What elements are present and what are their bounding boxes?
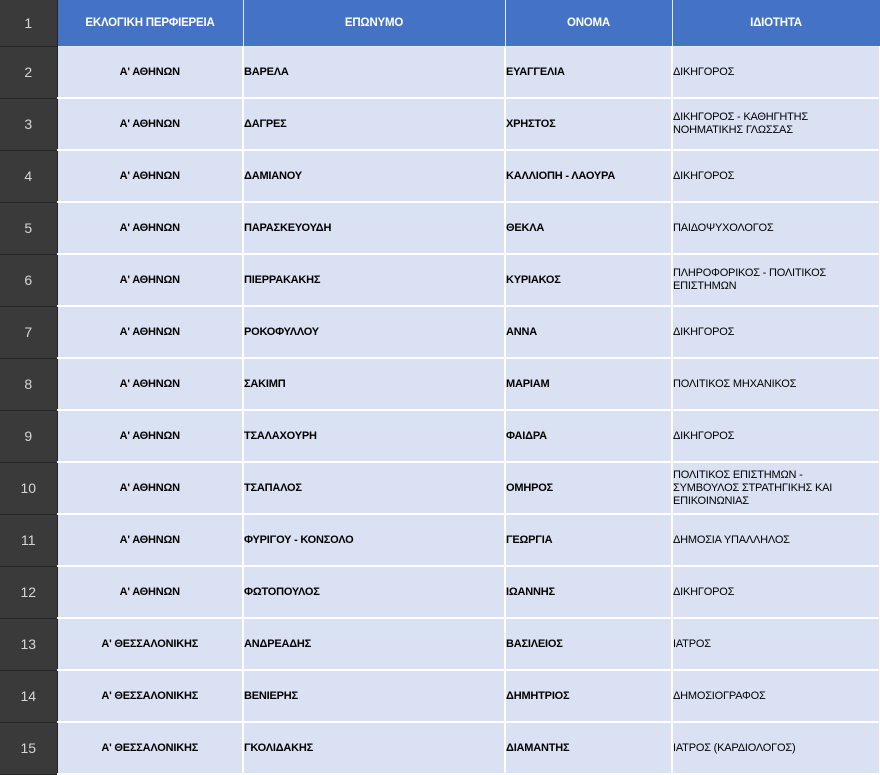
cell-occupation[interactable]: ΔΙΚΗΓΟΡΟΣ - ΚΑΘΗΓΗΤΗΣ ΝΟΗΜΑΤΙΚΗΣ ΓΛΩΣΣΑΣ [672, 98, 880, 150]
cell-name[interactable]: ΜΑΡΙΑΜ [505, 358, 672, 410]
cell-region[interactable]: Α' ΑΘΗΝΩΝ [57, 566, 243, 618]
table-row [0, 618, 880, 670]
row-number[interactable]: 7 [0, 306, 57, 358]
row-number[interactable]: 1 [0, 0, 57, 47]
cell-name[interactable]: ΚΥΡΙΑΚΟΣ [505, 254, 672, 306]
column-header-surname[interactable]: ΕΠΩΝΥΜΟ [243, 0, 505, 47]
row-number[interactable]: 5 [0, 202, 57, 254]
cell-region[interactable]: Α' ΑΘΗΝΩΝ [57, 410, 243, 462]
cell-region[interactable]: Α' ΑΘΗΝΩΝ [57, 306, 243, 358]
cell-name[interactable]: ΕΥΑΓΓΕΛΙΑ [505, 47, 672, 99]
header-row [0, 0, 880, 47]
cell-name[interactable]: ΓΕΩΡΓΙΑ [505, 514, 672, 566]
table-row [0, 202, 880, 254]
cell-surname[interactable]: ΦΩΤΟΠΟΥΛΟΣ [243, 566, 505, 618]
row-number[interactable]: 6 [0, 254, 57, 306]
table-row [0, 566, 880, 618]
cell-name[interactable]: ΟΜΗΡΟΣ [505, 462, 672, 514]
row-number[interactable]: 11 [0, 514, 57, 566]
cell-occupation[interactable]: ΙΑΤΡΟΣ [672, 618, 880, 670]
row-number[interactable]: 13 [0, 618, 57, 670]
cell-occupation[interactable]: ΠΟΛΙΤΙΚΟΣ ΜΗΧΑΝΙΚΟΣ [672, 358, 880, 410]
table-row [0, 722, 880, 774]
cell-surname[interactable]: ΓΚΟΛΙΔΑΚΗΣ [243, 722, 505, 774]
cell-occupation[interactable]: ΔΗΜΟΣΙΑ ΥΠΑΛΛΗΛΟΣ [672, 514, 880, 566]
table-row [0, 670, 880, 722]
table-row [0, 254, 880, 306]
cell-occupation[interactable]: ΔΙΚΗΓΟΡΟΣ [672, 410, 880, 462]
cell-region[interactable]: Α' ΑΘΗΝΩΝ [57, 514, 243, 566]
cell-surname[interactable]: ΠΑΡΑΣΚΕΥΟΥΔΗ [243, 202, 505, 254]
cell-occupation[interactable]: ΙΑΤΡΟΣ (ΚΑΡΔΙΟΛΟΓΟΣ) [672, 722, 880, 774]
table-row [0, 47, 880, 99]
cell-occupation[interactable]: ΔΗΜΟΣΙΟΓΡΑΦΟΣ [672, 670, 880, 722]
row-number[interactable]: 2 [0, 47, 57, 99]
cell-surname[interactable]: ΑΝΔΡΕΑΔΗΣ [243, 618, 505, 670]
cell-name[interactable]: ΒΑΣΙΛΕΙΟΣ [505, 618, 672, 670]
cell-name[interactable]: ΦΑΙΔΡΑ [505, 410, 672, 462]
cell-surname[interactable]: ΒΑΡΕΛΑ [243, 47, 505, 99]
cell-surname[interactable]: ΤΣΑΛΑΧΟΥΡΗ [243, 410, 505, 462]
cell-region[interactable]: Α' ΑΘΗΝΩΝ [57, 202, 243, 254]
cell-occupation[interactable]: ΠΟΛΙΤΙΚΟΣ ΕΠΙΣΤΗΜΩΝ - ΣΥΜΒΟΥΛΟΣ ΣΤΡΑΤΗΓΙΚΗΣ ΚΑΙ ΕΠΙΚΟΙΝΩΝΙΑΣ [672, 462, 880, 514]
row-number[interactable]: 14 [0, 670, 57, 722]
cell-occupation[interactable]: ΔΙΚΗΓΟΡΟΣ [672, 306, 880, 358]
table-row [0, 306, 880, 358]
cell-name[interactable]: ΚΑΛΛΙΟΠΗ - ΛΑΟΥΡΑ [505, 150, 672, 202]
cell-surname[interactable]: ΔΑΜΙΑΝΟΥ [243, 150, 505, 202]
cell-surname[interactable]: ΠΙΕΡΡΑΚΑΚΗΣ [243, 254, 505, 306]
table-row [0, 150, 880, 202]
row-number[interactable]: 15 [0, 722, 57, 774]
table-row [0, 358, 880, 410]
cell-occupation[interactable]: ΔΙΚΗΓΟΡΟΣ [672, 566, 880, 618]
cell-region[interactable]: Α' ΑΘΗΝΩΝ [57, 47, 243, 99]
table-row [0, 410, 880, 462]
cell-region[interactable]: Α' ΘΕΣΣΑΛΟΝΙΚΗΣ [57, 722, 243, 774]
cell-name[interactable]: ΔΗΜΗΤΡΙΟΣ [505, 670, 672, 722]
row-number[interactable]: 12 [0, 566, 57, 618]
row-number[interactable]: 4 [0, 150, 57, 202]
cell-surname[interactable]: ΒΕΝΙΕΡΗΣ [243, 670, 505, 722]
cell-surname[interactable]: ΔΑΓΡΕΣ [243, 98, 505, 150]
row-number[interactable]: 8 [0, 358, 57, 410]
table-row [0, 462, 880, 514]
cell-name[interactable]: ΘΕΚΛΑ [505, 202, 672, 254]
column-header-occupation[interactable]: ΙΔΙΟΤΗΤΑ [672, 0, 880, 47]
cell-surname[interactable]: ΤΣΑΠΑΛΟΣ [243, 462, 505, 514]
cell-region[interactable]: Α' ΑΘΗΝΩΝ [57, 462, 243, 514]
cell-occupation[interactable]: ΔΙΚΗΓΟΡΟΣ [672, 47, 880, 99]
cell-surname[interactable]: ΣΑΚΙΜΠ [243, 358, 505, 410]
cell-name[interactable]: ΔΙΑΜΑΝΤΗΣ [505, 722, 672, 774]
cell-name[interactable]: ΙΩΑΝΝΗΣ [505, 566, 672, 618]
column-header-region[interactable]: ΕΚΛΟΓΙΚΗ ΠΕΡΦΙΕΡΕΙΑ [57, 0, 243, 47]
cell-occupation[interactable]: ΠΛΗΡΟΦΟΡΙΚΟΣ - ΠΟΛΙΤΙΚΟΣ ΕΠΙΣΤΗΜΩΝ [672, 254, 880, 306]
cell-region[interactable]: Α' ΑΘΗΝΩΝ [57, 358, 243, 410]
row-number[interactable]: 9 [0, 410, 57, 462]
cell-surname[interactable]: ΦΥΡΙΓΟΥ - ΚΟΝΣΟΛΟ [243, 514, 505, 566]
table-row [0, 98, 880, 150]
cell-name[interactable]: ΧΡΗΣΤΟΣ [505, 98, 672, 150]
row-number[interactable]: 10 [0, 462, 57, 514]
cell-region[interactable]: Α' ΑΘΗΝΩΝ [57, 254, 243, 306]
cell-region[interactable]: Α' ΑΘΗΝΩΝ [57, 150, 243, 202]
table-row [0, 514, 880, 566]
cell-name[interactable]: ΑΝΝΑ [505, 306, 672, 358]
cell-region[interactable]: Α' ΘΕΣΣΑΛΟΝΙΚΗΣ [57, 618, 243, 670]
column-header-name[interactable]: ΟΝΟΜΑ [505, 0, 672, 47]
cell-occupation[interactable]: ΠΑΙΔΟΨΥΧΟΛΟΓΟΣ [672, 202, 880, 254]
row-number[interactable]: 3 [0, 98, 57, 150]
cell-surname[interactable]: ΡΟΚΟΦΥΛΛΟΥ [243, 306, 505, 358]
cell-region[interactable]: Α' ΘΕΣΣΑΛΟΝΙΚΗΣ [57, 670, 243, 722]
cell-region[interactable]: Α' ΑΘΗΝΩΝ [57, 98, 243, 150]
cell-occupation[interactable]: ΔΙΚΗΓΟΡΟΣ [672, 150, 880, 202]
